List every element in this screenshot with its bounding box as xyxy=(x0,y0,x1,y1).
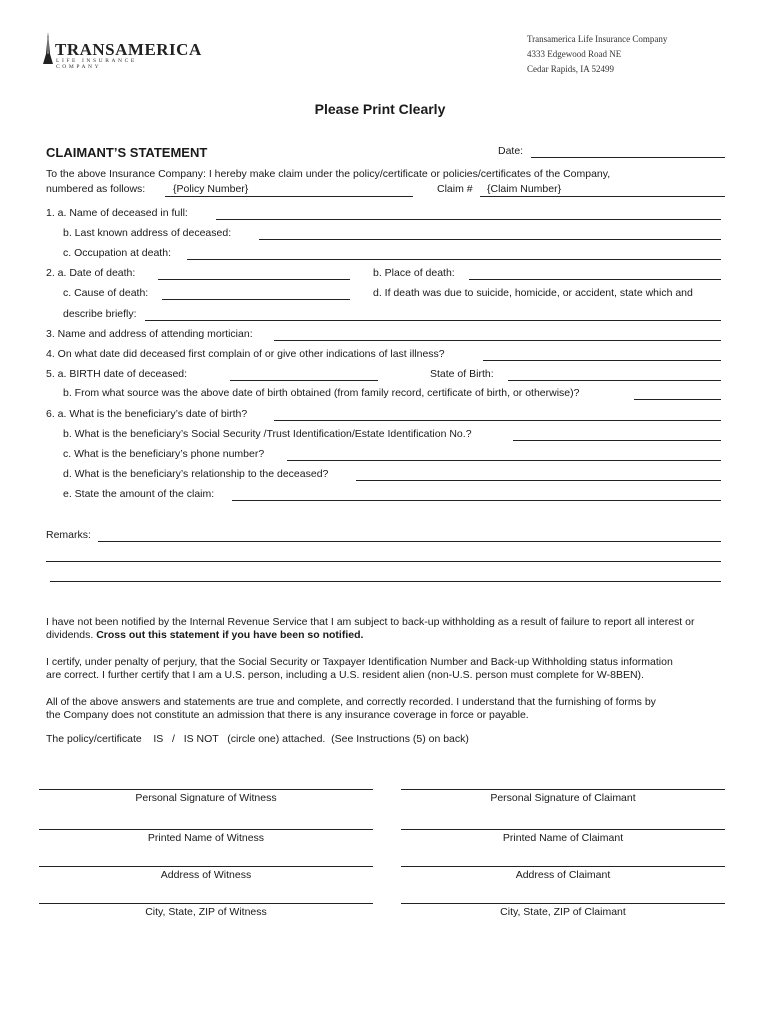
claimant-address-field[interactable] xyxy=(401,866,725,867)
q2b-field[interactable] xyxy=(469,279,721,280)
q2c-field[interactable] xyxy=(162,299,350,300)
witness-signature-label: Personal Signature of Witness xyxy=(135,792,277,804)
perjury-line-1: I certify, under penalty of perjury, that the Social Security or Taxpayer Identification Number and Back-up Withholding status information xyxy=(46,656,673,668)
company-logo xyxy=(42,32,202,70)
claim-number-field[interactable] xyxy=(480,196,725,197)
q5b-field[interactable] xyxy=(634,399,721,400)
q4-field[interactable] xyxy=(483,360,721,361)
q5a-label: 5. a. BIRTH date of deceased: xyxy=(46,368,188,380)
claimant-printed-label: Printed Name of Claimant xyxy=(502,832,624,844)
q5b-label: b. From what source was the above date of birth obtained (from family record, certificate of birth, or otherwise)? xyxy=(63,387,580,399)
q2d-continued-label: describe briefly: xyxy=(63,308,137,320)
q5a-state-label: State of Birth: xyxy=(430,368,494,380)
claim-number-value: {Claim Number} xyxy=(487,183,562,195)
q6b-label: b. What is the beneficiary’s Social Security /Trust Identification/Estate Identification No.? xyxy=(63,428,472,440)
q2d-label: d. If death was due to suicide, homicide, or accident, state which and xyxy=(373,287,693,299)
remarks-field-1[interactable] xyxy=(98,541,721,542)
q1a-label: 1. a. Name of deceased in full: xyxy=(46,207,188,219)
claimant-signature-field[interactable] xyxy=(401,789,725,790)
policy-number-field[interactable] xyxy=(165,196,413,197)
q1b-label: b. Last known address of deceased: xyxy=(63,227,232,239)
backup-withholding-bold: Cross out this statement if you have been so notified. xyxy=(96,629,364,641)
claim-label: Claim # xyxy=(437,183,473,195)
perjury-line-2: are correct. I further certify that I am a U.S. person, including a U.S. resident alien (non-U.S. person must complete for W-8BEN). xyxy=(46,669,644,681)
address-line-1: 4333 Edgewood Road NE xyxy=(527,49,622,59)
logo-subtitle: LIFE INSURANCE COMPANY xyxy=(56,58,137,70)
company-address xyxy=(527,32,667,77)
remarks-field-3[interactable] xyxy=(50,581,721,582)
q2a-label: 2. a. Date of death: xyxy=(46,267,136,279)
date-field[interactable] xyxy=(531,157,725,158)
address-line-2: Cedar Rapids, IA 52499 xyxy=(527,64,614,74)
true-line-1: All of the above answers and statements are true and complete, and correctly recorded. I understand that the furnishing of forms by xyxy=(46,696,656,708)
date-label: Date: xyxy=(498,145,524,157)
q3-label: 3. Name and address of attending mortician: xyxy=(46,328,253,340)
witness-printed-label: Printed Name of Witness xyxy=(147,832,265,844)
q1a-field[interactable] xyxy=(216,219,721,220)
policy-number-value: {Policy Number} xyxy=(173,183,249,195)
claimant-address-label: Address of Claimant xyxy=(515,869,611,881)
claimant-city-label: City, State, ZIP of Claimant xyxy=(500,906,626,918)
q6e-label: e. State the amount of the claim: xyxy=(63,488,215,500)
q2d-field[interactable] xyxy=(145,320,721,321)
q1c-field[interactable] xyxy=(187,259,721,260)
tower-icon xyxy=(42,32,54,64)
q6d-label: d. What is the beneficiary’s relationship to the deceased? xyxy=(63,468,329,480)
q6b-field[interactable] xyxy=(513,440,721,441)
q6c-field[interactable] xyxy=(287,460,721,461)
page-title: Please Print Clearly xyxy=(314,101,446,117)
q5a-field[interactable] xyxy=(230,380,378,381)
q6c-label: c. What is the beneficiary’s phone number? xyxy=(63,448,265,460)
q3-field[interactable] xyxy=(274,340,721,341)
q6a-label: 6. a. What is the beneficiary’s date of birth? xyxy=(46,408,248,420)
claimant-city-field[interactable] xyxy=(401,903,725,904)
claimant-printed-field[interactable] xyxy=(401,829,725,830)
q2b-label: b. Place of death: xyxy=(373,267,455,279)
q6a-field[interactable] xyxy=(274,420,721,421)
q5a-state-field[interactable] xyxy=(508,380,721,381)
backup-withholding-text: I have not been notified by the Internal Revenue Service that I am subject to back-up withholding as a result of failure to report all interest or dividends. xyxy=(46,616,695,641)
witness-address-field[interactable] xyxy=(39,866,373,867)
q1c-label: c. Occupation at death: xyxy=(63,247,171,259)
perjury-statement xyxy=(46,656,736,682)
statement-heading: CLAIMANT’S STATEMENT xyxy=(46,145,208,160)
logo-wordmark: TRANSAMERICA xyxy=(55,40,202,59)
q6e-field[interactable] xyxy=(232,500,721,501)
q6d-field[interactable] xyxy=(356,480,721,481)
q4-label: 4. On what date did deceased first complain of or give other indications of last illness? xyxy=(46,348,445,360)
intro-line-1: To the above Insurance Company: I hereby make claim under the policy/certificate or policies/certificates of the Company, xyxy=(46,168,611,180)
true-line-2: the Company does not constitute an admission that there is any insurance coverage in force or payable. xyxy=(46,709,529,721)
intro-line-2: numbered as follows: xyxy=(46,183,146,195)
remarks-field-2[interactable] xyxy=(46,561,721,562)
q2a-field[interactable] xyxy=(158,279,350,280)
witness-address-label: Address of Witness xyxy=(160,869,252,881)
witness-printed-field[interactable] xyxy=(39,829,373,830)
q2c-label: c. Cause of death: xyxy=(63,287,149,299)
remarks-label: Remarks: xyxy=(46,529,91,541)
q1b-field[interactable] xyxy=(259,239,721,240)
witness-city-label: City, State, ZIP of Witness xyxy=(145,906,267,918)
claimant-signature-label: Personal Signature of Claimant xyxy=(490,792,636,804)
witness-city-field[interactable] xyxy=(39,903,373,904)
true-complete-statement xyxy=(46,696,736,722)
witness-signature-field[interactable] xyxy=(39,789,373,790)
policy-attached-statement: The policy/certificate IS / IS NOT (circle one) attached. (See Instructions (5) on back) xyxy=(46,733,469,745)
company-name: Transamerica Life Insurance Company xyxy=(527,34,668,44)
backup-withholding-statement xyxy=(46,616,711,642)
